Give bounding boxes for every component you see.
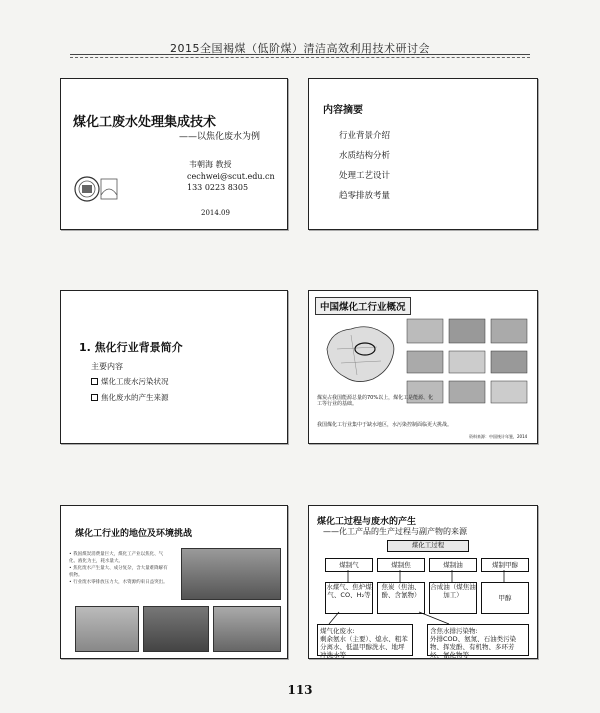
slide6-subtitle: ——化工产品的生产过程与副产物的来源 (323, 527, 467, 536)
slide4-source: 资料来源：中国统计年鉴，2014 (469, 434, 528, 439)
bullet-item: • 我国煤炭消费量巨大，煤化工产业以焦化、气化、液化为主，耗水量大。 (69, 552, 164, 564)
byproduct-box: 水煤气、焦炉煤气、CO、H₂等 (325, 582, 373, 614)
slide-title (60, 78, 288, 230)
slide3-item: 焦化废水的产生来源 (91, 392, 169, 403)
university-logo-icon (73, 169, 119, 209)
china-map-icon (317, 319, 401, 389)
slide1-email: cechwei@scut.edu.cn (187, 172, 275, 181)
slide4-title: 中国煤化工行业概况 (315, 297, 411, 315)
slide1-title: 煤化工废水处理集成技术 (73, 115, 217, 130)
slide4-note2: 我国煤化工行业集中于缺水地区，水污染控制面临更大挑战。 (317, 422, 453, 428)
product-box: 煤制油 (429, 558, 477, 572)
slide3-item: 煤化工废水污染状况 (91, 376, 169, 387)
slide1-author: 韦朝海 教授 (189, 160, 232, 169)
slide1-phone: 133 0223 8305 (187, 183, 249, 192)
byproduct-box: 甲醇 (481, 582, 529, 614)
header-rule-dashed (70, 57, 530, 58)
right-wastewater-box: 含焦水排污染物: 外排COD、氨氮、石油类污染物、挥发酚、有机物、多环芳烃、氰化物等 (427, 624, 529, 656)
site-photo (213, 606, 281, 652)
factory-photo (181, 548, 281, 600)
flow-arrows (309, 550, 537, 626)
conference-header: 2015全国褐煤（低阶煤）清洁高效利用技术研讨会 (170, 42, 430, 55)
contents-item: 水质结构分析 (339, 151, 391, 161)
plant-photos (405, 317, 531, 407)
product-box: 煤制焦 (377, 558, 425, 572)
product-box: 煤制气 (325, 558, 373, 572)
water-photo (75, 606, 139, 652)
slide-process-wastewater (308, 505, 538, 659)
product-box: 煤制甲醇 (481, 558, 529, 572)
header-rule (70, 54, 530, 55)
slide1-subtitle: ——以焦化废水为例 (179, 132, 261, 142)
plant-photo (143, 606, 209, 652)
slide3-main: 主要内容 (91, 362, 123, 371)
contents-item: 行业背景介绍 (339, 131, 391, 141)
slide-section-1 (60, 290, 288, 444)
left-wastewater-box: 煤气化废水: 剩余氨水（主要）、熄水、粗苯分离水、低温甲醇洗水、地坪冲洗水等 (317, 624, 413, 656)
slide6-title: 煤化工过程与废水的产生 (317, 517, 417, 527)
slide1-date: 2014.09 (201, 209, 230, 217)
contents-item: 趋零排放考量 (339, 191, 391, 201)
slide-contents (308, 78, 538, 230)
process-box: 煤化工过程 (387, 540, 469, 552)
byproduct-box: 合成油（煤焦油加工） (429, 582, 477, 614)
bullet-item: • 焦化废水产生量大、成分复杂，含大量难降解有机物。 (69, 566, 168, 578)
slide-status-challenges (60, 505, 288, 659)
page-number: 113 (287, 683, 313, 697)
checkbox-icon (91, 394, 98, 401)
slide-industry-overview (308, 290, 538, 444)
slide3-title: 1. 焦化行业背景简介 (79, 341, 183, 354)
byproduct-box: 焦炭（焦油、酚、含氰物） (377, 582, 425, 614)
contents-item: 处理工艺设计 (339, 171, 391, 181)
bullet-item: • 行业废水零排放压力大，水资源约束日益突出。 (69, 580, 168, 585)
slide4-note: 煤炭占我国能源总量的70%以上，煤化工是能源、化工等行业的基础。 (317, 395, 434, 407)
checkbox-icon (91, 378, 98, 385)
slide5-bullets (69, 551, 169, 586)
slide2-title: 内容摘要 (323, 105, 363, 116)
slide5-title: 煤化工行业的地位及环境挑战 (75, 529, 193, 539)
